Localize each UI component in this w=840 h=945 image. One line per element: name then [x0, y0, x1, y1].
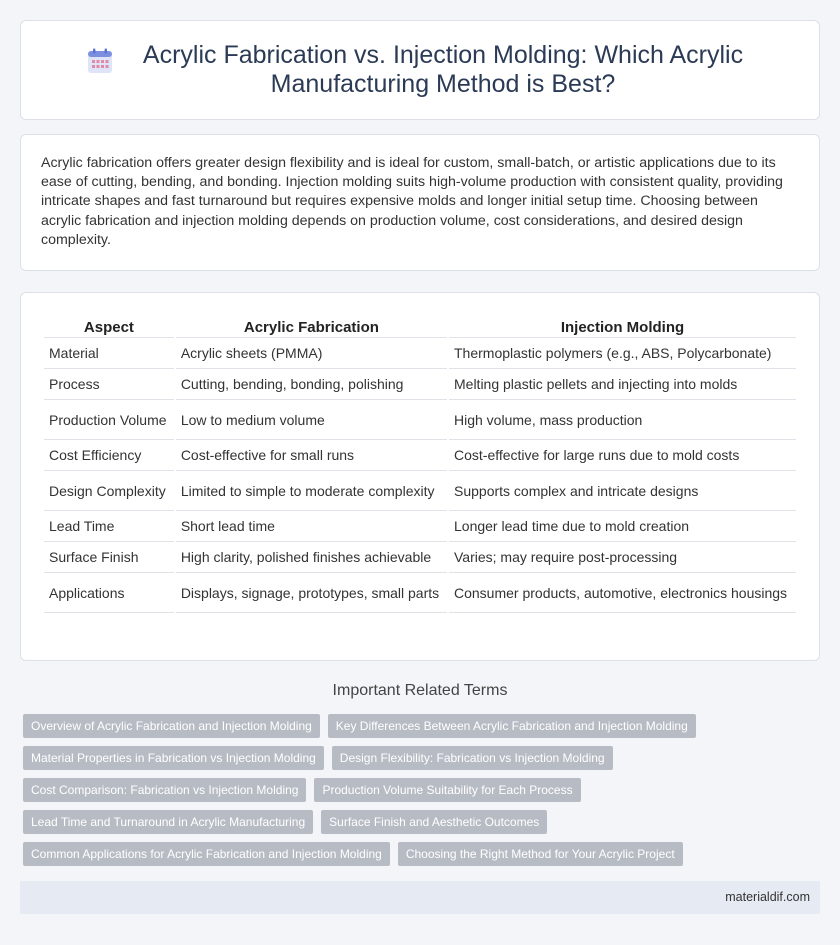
tag-row: [23, 778, 823, 802]
title-card: [20, 20, 820, 120]
table-row: [44, 400, 796, 440]
table-row: [44, 440, 796, 471]
cell-molding: Consumer products, automotive, electronics housings: [449, 573, 796, 613]
header-injection-molding: Injection Molding: [449, 313, 796, 338]
cell-molding: Melting plastic pellets and injecting into molds: [449, 369, 796, 400]
related-term-tag[interactable]: Design Flexibility: Fabrication vs Injection Molding: [332, 746, 613, 770]
cell-molding: Longer lead time due to mold creation: [449, 511, 796, 542]
related-term-tag[interactable]: Lead Time and Turnaround in Acrylic Manufacturing: [23, 810, 313, 834]
related-term-tag[interactable]: Overview of Acrylic Fabrication and Injection Molding: [23, 714, 320, 738]
table-row: [44, 338, 796, 369]
cell-aspect: Production Volume: [44, 400, 174, 440]
related-term-tag[interactable]: Key Differences Between Acrylic Fabrication and Injection Molding: [328, 714, 696, 738]
cell-fabrication: Limited to simple to moderate complexity: [176, 471, 447, 511]
cell-molding: Varies; may require post-processing: [449, 542, 796, 573]
cell-aspect: Cost Efficiency: [44, 440, 174, 471]
cell-fabrication: Cutting, bending, bonding, polishing: [176, 369, 447, 400]
related-terms-tags: [23, 714, 823, 874]
cell-aspect: Process: [44, 369, 174, 400]
cell-aspect: Design Complexity: [44, 471, 174, 511]
page-title: Acrylic Fabrication vs. Injection Molding: Which Acrylic Manufacturing Method is Best?: [142, 41, 744, 98]
cell-fabrication: Short lead time: [176, 511, 447, 542]
cell-fabrication: High clarity, polished finishes achievable: [176, 542, 447, 573]
cell-molding: Thermoplastic polymers (e.g., ABS, Polycarbonate): [449, 338, 796, 369]
related-term-tag[interactable]: Material Properties in Fabrication vs Injection Molding: [23, 746, 324, 770]
related-terms-heading: Important Related Terms: [332, 682, 508, 699]
table-row: [44, 542, 796, 573]
related-term-tag[interactable]: Choosing the Right Method for Your Acrylic Project: [398, 842, 683, 866]
header-aspect: Aspect: [44, 313, 174, 338]
summary-text: Acrylic fabrication offers greater design flexibility and is ideal for custom, small-batch, or artistic applications due to its ease of cutting, bending, and bonding. Injection molding suits high-volume production with consistent quality, providing intricate shapes and fast turnaround but requires expensive molds and longer initial setup time. Choosing between acrylic fabrication and injection molding depends on production volume, cost considerations, and desired design complexity.: [41, 155, 783, 248]
cell-aspect: Surface Finish: [44, 542, 174, 573]
title-wrap: [70, 41, 770, 99]
cell-fabrication: Cost-effective for small runs: [176, 440, 447, 471]
related-term-tag[interactable]: Production Volume Suitability for Each Process: [314, 778, 580, 802]
table-header-row: [44, 313, 796, 338]
comparison-table-card: [20, 292, 820, 661]
tag-row: [23, 714, 823, 738]
related-term-tag[interactable]: Cost Comparison: Fabrication vs Injection Molding: [23, 778, 306, 802]
cell-aspect: Lead Time: [44, 511, 174, 542]
tag-row: [23, 810, 823, 834]
tag-row: [23, 746, 823, 770]
table-row: [44, 511, 796, 542]
table-row: [44, 369, 796, 400]
comparison-table: [42, 313, 798, 613]
cell-molding: Supports complex and intricate designs: [449, 471, 796, 511]
table-row: [44, 573, 796, 613]
tag-row: [23, 842, 823, 866]
footer-site-link[interactable]: materialdif.com: [725, 890, 810, 904]
cell-aspect: Applications: [44, 573, 174, 613]
cell-fabrication: Acrylic sheets (PMMA): [176, 338, 447, 369]
calendar-icon: [87, 48, 113, 74]
cell-molding: High volume, mass production: [449, 400, 796, 440]
cell-fabrication: Low to medium volume: [176, 400, 447, 440]
related-term-tag[interactable]: Surface Finish and Aesthetic Outcomes: [321, 810, 547, 834]
cell-molding: Cost-effective for large runs due to mold costs: [449, 440, 796, 471]
summary-card: [20, 134, 820, 271]
table-row: [44, 471, 796, 511]
header-acrylic-fabrication: Acrylic Fabrication: [176, 313, 447, 338]
footer: [20, 881, 820, 914]
cell-aspect: Material: [44, 338, 174, 369]
related-term-tag[interactable]: Common Applications for Acrylic Fabrication and Injection Molding: [23, 842, 390, 866]
cell-fabrication: Displays, signage, prototypes, small parts: [176, 573, 447, 613]
